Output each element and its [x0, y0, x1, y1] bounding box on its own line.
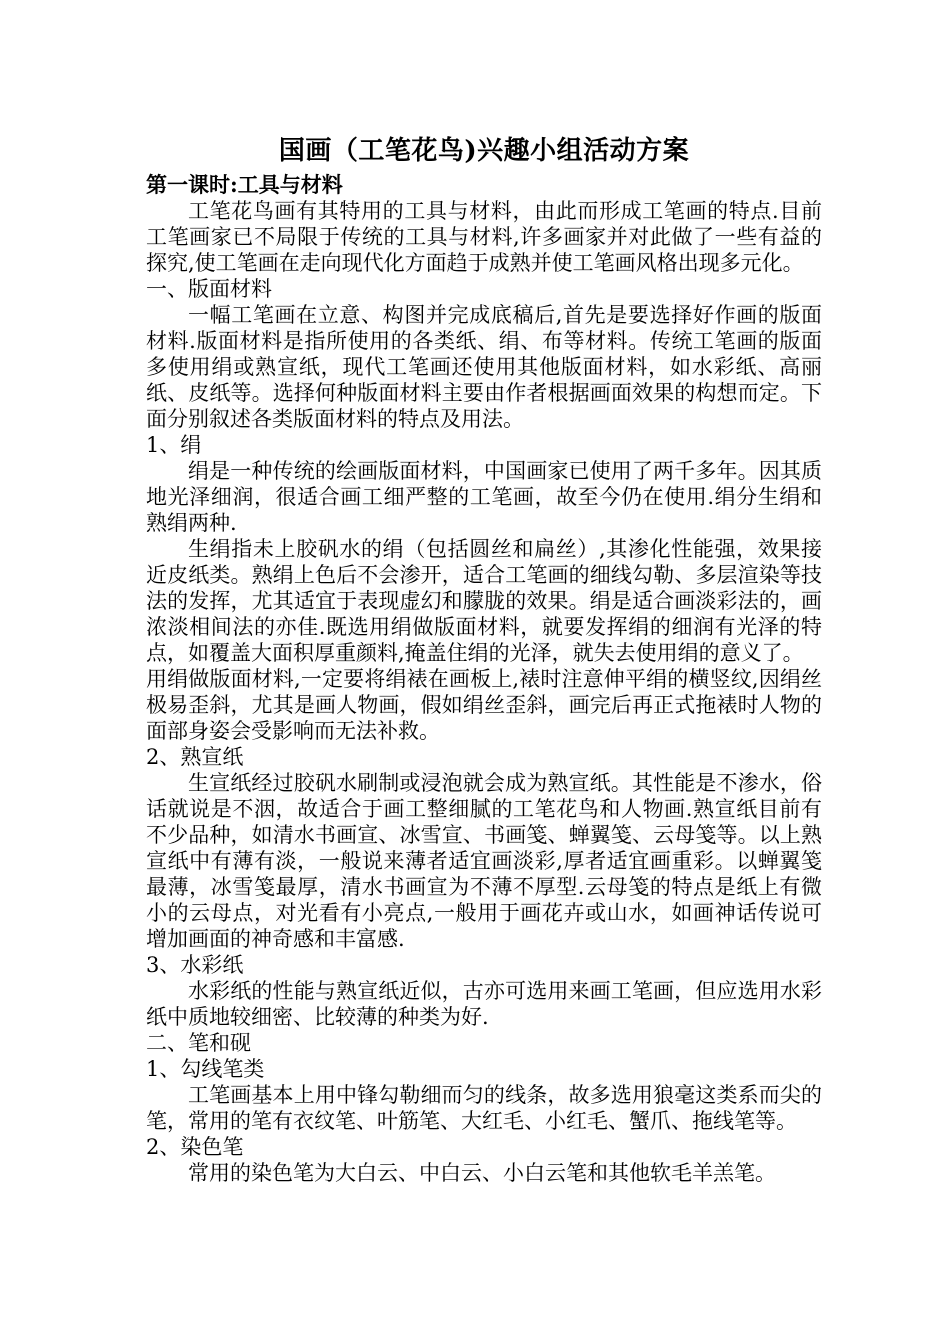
section-heading-brush-inkstone: 二、笔和砚 — [146, 1031, 251, 1055]
subheading-silk: 1、绢 — [146, 433, 202, 457]
watercolor-paper-paragraph: 水彩纸的性能与熟宣纸近似，古亦可选用来画工笔画，但应选用水彩纸中质地较细密、比较薄的种类为好. — [146, 979, 822, 1029]
subheading-coloring-brushes: 2、染色笔 — [146, 1135, 244, 1159]
panel-materials-paragraph: 一幅工笔画在立意、构图并完成底稿后,首先是要选择好作画的版面材料.版面材料是指所使用的各类纸、绢、布等材料。传统工笔画的版面多使用绢或熟宣纸，现代工笔画还使用其他版面材料，如水彩纸、高丽纸、皮纸等。选择何种版面材料主要由作者根据画面效果的构想而定。下面分别叙述各类版面材料的特点及用法。 — [146, 303, 822, 431]
outline-brushes-paragraph: 工笔画基本上用中锋勾勒细而匀的线条，故多选用狼毫这类系而尖的笔，常用的笔有衣纹笔、叶筋笔、大红毛、小红毛、蟹爪、拖线笔等。 — [146, 1083, 822, 1133]
intro-paragraph: 工笔花鸟画有其特用的工具与材料，由此而形成工笔画的特点.目前工笔画家已不局限于传统的工具与材料,许多画家并对此做了一些有益的探究,使工笔画在走向现代化方面趋于成熟并使工笔画风格出现多元化。 — [146, 199, 822, 275]
silk-paragraph-3: 用绢做版面材料,一定要将绢裱在画板上,裱时注意伸平绢的横竖纹,因绢丝极易歪斜，尤其是画人物画，假如绢丝歪斜，画完后再正式拖裱时人物的面部身姿会受影响而无法补救。 — [146, 667, 822, 743]
sized-xuan-paper-paragraph: 生宣纸经过胶矾水刷制或浸泡就会成为熟宣纸。其性能是不渗水，俗话就说是不洇，故适合于画工整细腻的工笔花鸟和人物画.熟宣纸目前有不少品种，如清水书画宣、冰雪宣、书画笺、蝉翼笺、云母笺等。以上熟宣纸中有薄有淡，一般说来薄者适宜画淡彩,厚者适宜画重彩。以蝉翼笺最薄，冰雪笺最厚，清水书画宣为不薄不厚型.云母笺的特点是纸上有微小的云母点，对光看有小亮点,一般用于画花卉或山水，如画神话传说可增加画面的神奇感和丰富感. — [146, 771, 822, 951]
silk-paragraph-1: 绢是一种传统的绘画版面材料，中国画家已使用了两千多年。因其质地光泽细润，很适合画工细严整的工笔画，故至今仍在使用.绢分生绢和熟绢两种. — [146, 459, 822, 535]
section-heading-panel-materials: 一、版面材料 — [146, 277, 272, 301]
document-page — [146, 130, 822, 1186]
coloring-brushes-paragraph: 常用的染色笔为大白云、中白云、小白云笔和其他软毛羊羔笔。 — [188, 1161, 776, 1185]
document-title: 国画（工笔花鸟)兴趣小组活动方案 — [278, 136, 690, 166]
subheading-sized-xuan-paper: 2、熟宣纸 — [146, 745, 244, 769]
lesson-title: 第一课时:工具与材料 — [146, 172, 343, 197]
subheading-watercolor-paper: 3、水彩纸 — [146, 953, 244, 977]
silk-paragraph-2: 生绢指未上胶矾水的绢（包括圆丝和扁丝）,其渗化性能强，效果接近皮纸类。熟绢上色后不会渗开，适合工笔画的细线勾勒、多层渲染等技法的发挥，尤其适宜于表现虚幻和朦胧的效果。绢是适合画淡彩法的，画浓淡相间法的亦佳.既选用绢做版面材料，就要发挥绢的细润有光泽的特点，如覆盖大面积厚重颜料,掩盖住绢的光泽，就失去使用绢的意义了。 — [146, 537, 822, 665]
subheading-outline-brushes: 1、勾线笔类 — [146, 1057, 265, 1081]
